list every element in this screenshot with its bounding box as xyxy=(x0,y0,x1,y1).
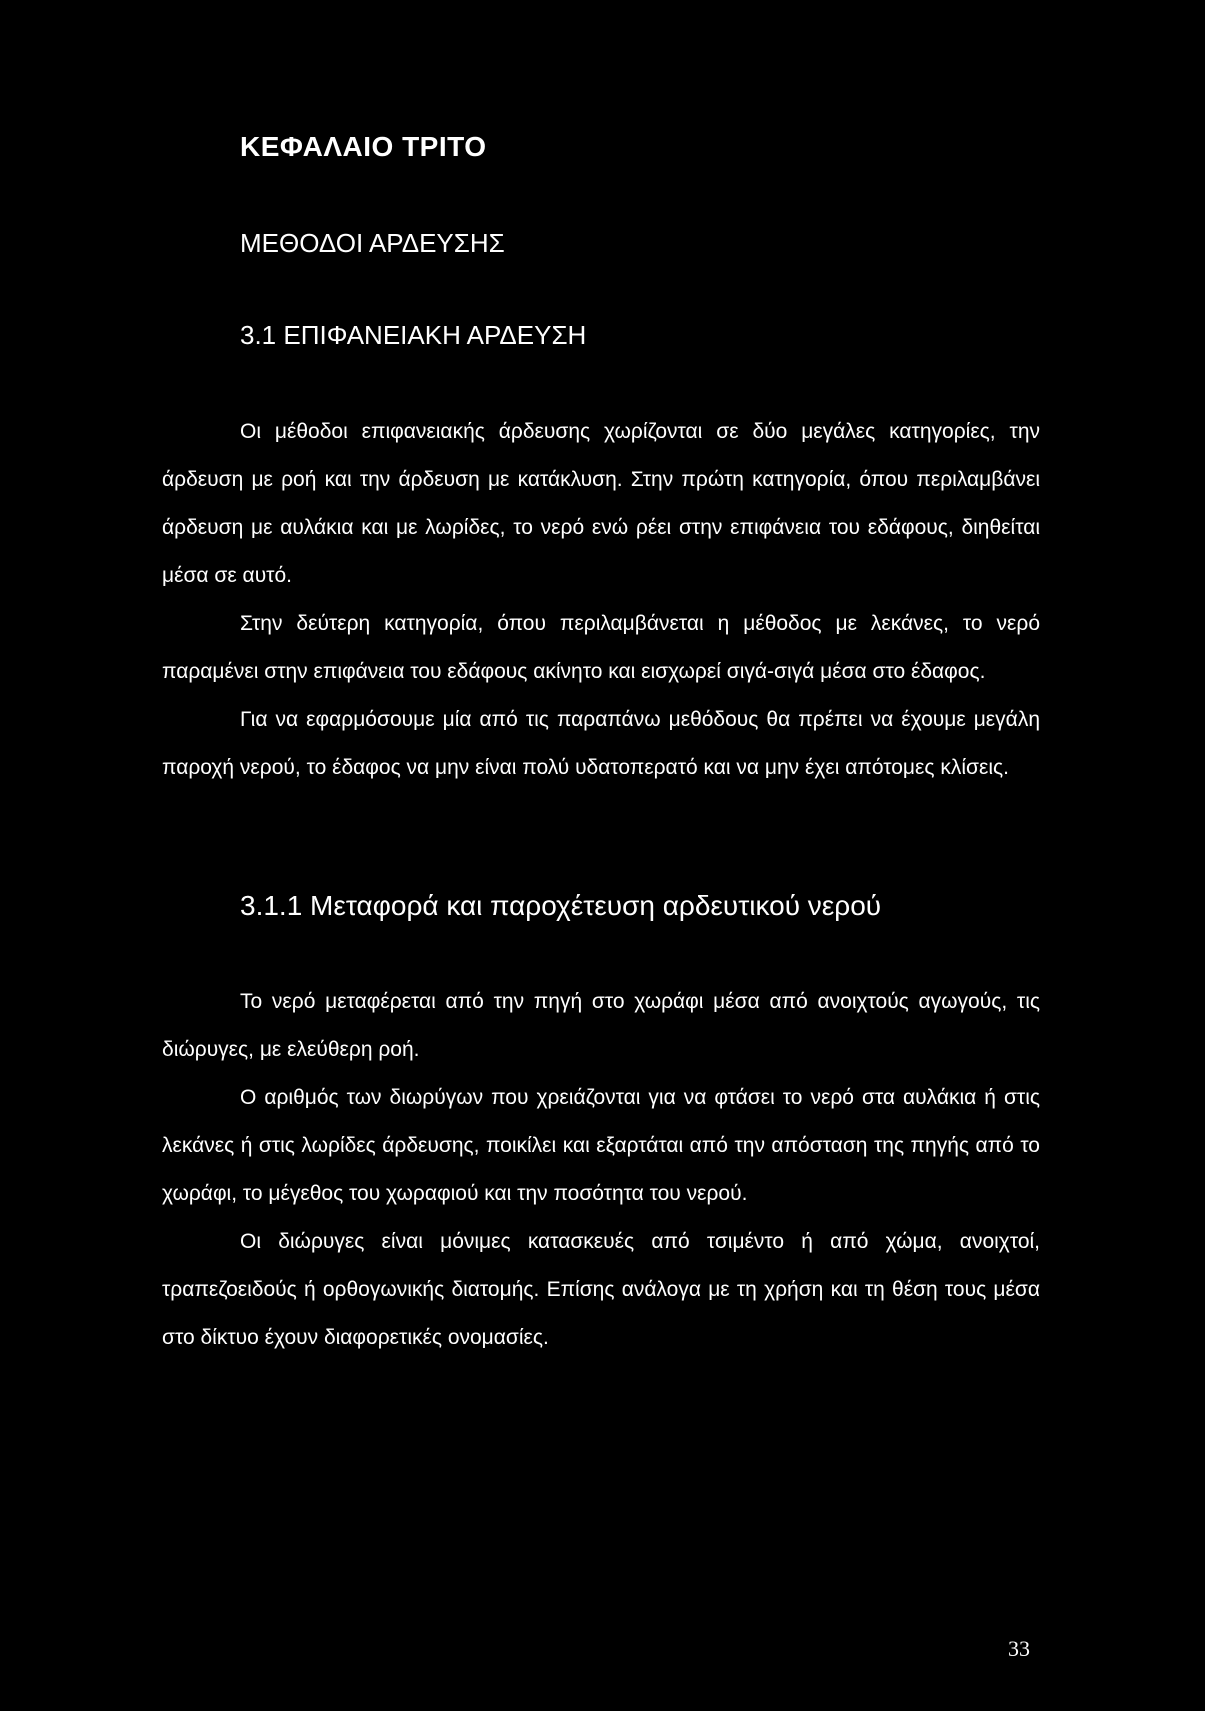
paragraph xyxy=(162,1074,1040,1218)
chapter-subtitle: ΜΕΘΟΔΟΙ ΑΡΔΕΥΣΗΣ xyxy=(240,228,505,258)
page-number: 33 xyxy=(1008,1636,1030,1661)
paragraph xyxy=(162,696,1040,792)
paragraph-text: Το νερό μεταφέρεται από την πηγή στο χωράφι μέσα από ανοιχτούς αγωγούς, τις διώρυγες, με ελεύθερη ροή. xyxy=(162,990,1040,1061)
section-title: 3.1 ΕΠΙΦΑΝΕΙΑΚΗ ΑΡΔΕΥΣΗ xyxy=(240,320,587,350)
paragraph-text: Στην δεύτερη κατηγορία, όπου περιλαμβάνεται η μέθοδος με λεκάνες, το νερό παραμένει στην επιφάνεια του εδάφους ακίνητο και εισχωρεί σιγά-σιγά μέσα στο έδαφος. xyxy=(162,612,1040,683)
paragraph xyxy=(162,600,1040,696)
paragraph-text: Οι μέθοδοι επιφανειακής άρδευσης χωρίζονται σε δύο μεγάλες κατηγορίες, την άρδευση με ροή και την άρδευση με κατάκλυση. Στην πρώτη κατηγορία, όπου περιλαμβάνει άρδευση με αυλάκια και με λωρίδες, το νερό ενώ ρέει στην επιφάνεια του εδάφους, διηθείται μέσα σε αυτό. xyxy=(162,420,1040,587)
subsection-body xyxy=(162,978,1040,1362)
paragraph-text: Ο αριθμός των διωρύγων που χρειάζονται για να φτάσει το νερό στα αυλάκια ή στις λεκάνες ή στις λωρίδες άρδευσης, ποικίλει και εξαρτάται από την απόσταση της πηγής από το χωράφι, το μέγεθος του χωραφιού και την ποσότητα του νερού. xyxy=(162,1086,1040,1205)
paragraph-text: Για να εφαρμόσουμε μία από τις παραπάνω μεθόδους θα πρέπει να έχουμε μεγάλη παροχή νερού, το έδαφος να μην είναι πολύ υδατοπερατό και να μην έχει απότομες κλίσεις. xyxy=(162,708,1040,779)
subsection-title: 3.1.1 Μεταφορά και παροχέτευση αρδευτικού νερού xyxy=(240,890,882,921)
paragraph xyxy=(162,408,1040,600)
paragraph xyxy=(162,978,1040,1074)
chapter-title: ΚΕΦΑΛΑΙΟ ΤΡΙΤΟ xyxy=(240,131,487,162)
section-body xyxy=(162,408,1040,792)
paragraph xyxy=(162,1218,1040,1362)
paragraph-text: Οι διώρυγες είναι μόνιμες κατασκευές από τσιμέντο ή από χώμα, ανοιχτοί, τραπεζοειδούς ή ορθογωνικής διατομής. Επίσης ανάλογα με τη χρήση και τη θέση τους μέσα στο δίκτυο έχουν διαφορετικές ονομασίες. xyxy=(162,1230,1040,1349)
